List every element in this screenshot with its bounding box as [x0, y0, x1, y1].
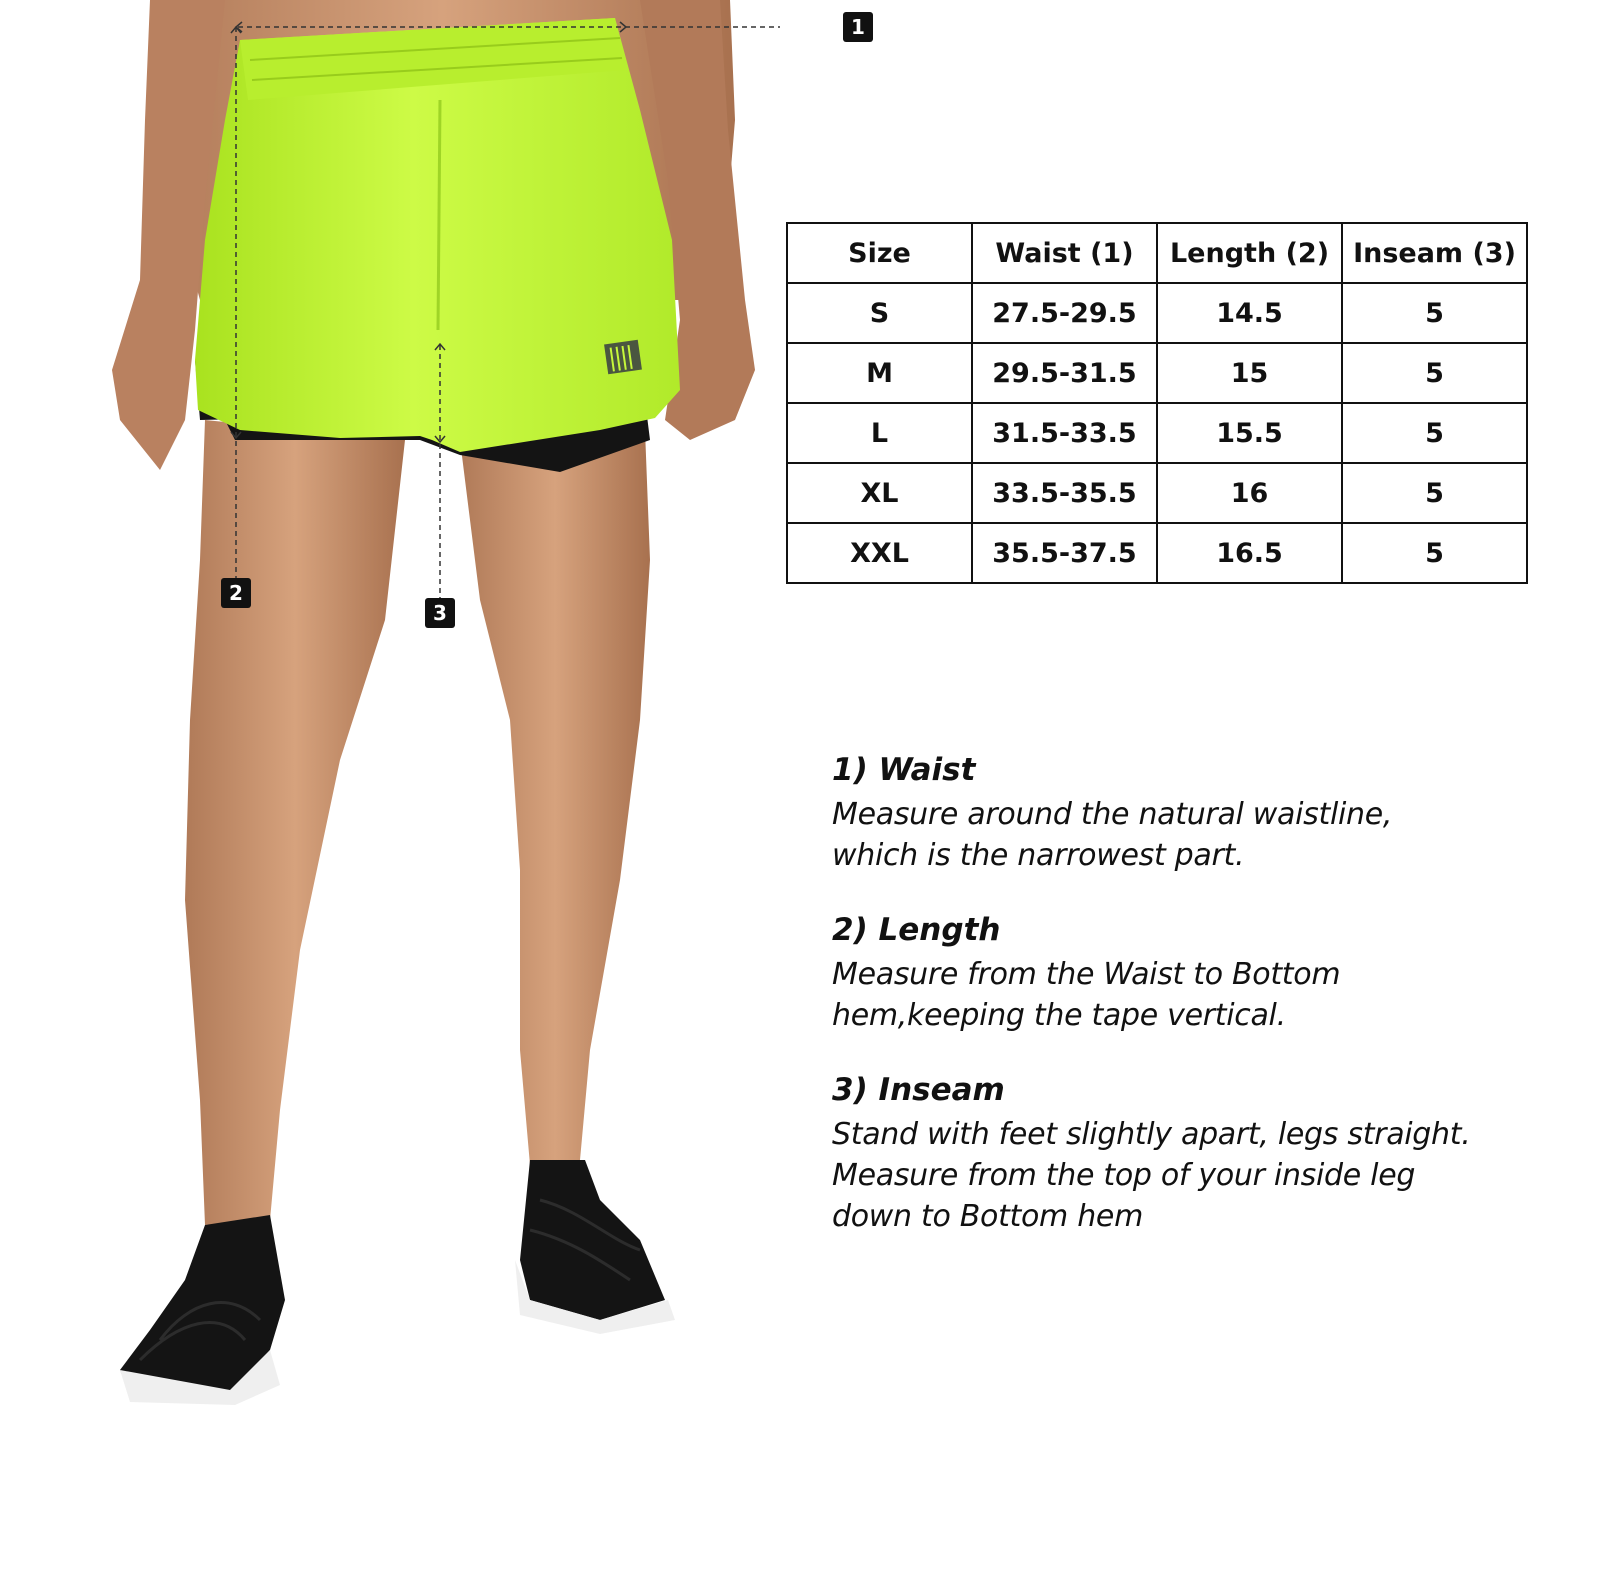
table-row — [787, 283, 1527, 343]
guide-line: Measure from the top of your inside leg — [832, 1158, 1416, 1193]
right-leg — [460, 430, 650, 1165]
cell-size: XXL — [787, 523, 972, 583]
cell-length: 15.5 — [1157, 403, 1342, 463]
table-row — [787, 343, 1527, 403]
cell-size: M — [787, 343, 972, 403]
cell-inseam: 5 — [1342, 283, 1527, 343]
guide-title: 2) Length — [832, 912, 1001, 948]
cell-inseam: 5 — [1342, 523, 1527, 583]
table-row — [787, 463, 1527, 523]
cell-waist: 35.5-37.5 — [972, 523, 1157, 583]
cell-length: 16.5 — [1157, 523, 1342, 583]
cell-size: L — [787, 403, 972, 463]
left-leg — [185, 420, 405, 1225]
cell-waist: 29.5-31.5 — [972, 343, 1157, 403]
guide-line: which is the narrowest part. — [832, 838, 1245, 873]
size-chart-table — [786, 222, 1528, 584]
table-header-row — [787, 223, 1527, 283]
column-header-length: Length (2) — [1157, 223, 1342, 283]
cell-inseam: 5 — [1342, 343, 1527, 403]
guide-line: down to Bottom hem — [832, 1199, 1144, 1234]
cell-waist: 33.5-35.5 — [972, 463, 1157, 523]
column-header-size: Size — [787, 223, 972, 283]
cell-size: XL — [787, 463, 972, 523]
cell-inseam: 5 — [1342, 463, 1527, 523]
marker-length: 2 — [221, 578, 251, 608]
cell-length: 14.5 — [1157, 283, 1342, 343]
cell-size: S — [787, 283, 972, 343]
guide-length — [832, 912, 1572, 1036]
cell-inseam: 5 — [1342, 403, 1527, 463]
model-illustration — [0, 0, 780, 1584]
cell-waist: 27.5-29.5 — [972, 283, 1157, 343]
measurement-guide — [832, 752, 1572, 1273]
guide-line: Stand with feet slightly apart, legs straight. — [832, 1117, 1471, 1152]
table-row — [787, 523, 1527, 583]
marker-inseam: 3 — [425, 598, 455, 628]
cell-waist: 31.5-33.5 — [972, 403, 1157, 463]
guide-title: 1) Waist — [832, 752, 976, 788]
table-row — [787, 403, 1527, 463]
guide-title: 3) Inseam — [832, 1072, 1005, 1108]
column-header-inseam: Inseam (3) — [1342, 223, 1527, 283]
guide-line: Measure from the Waist to Bottom — [832, 957, 1341, 992]
guide-inseam — [832, 1072, 1572, 1237]
cell-length: 16 — [1157, 463, 1342, 523]
column-header-waist: Waist (1) — [972, 223, 1157, 283]
right-shoe — [520, 1160, 665, 1320]
guide-line: hem,keeping the tape vertical. — [832, 998, 1286, 1033]
cell-length: 15 — [1157, 343, 1342, 403]
guide-line: Measure around the natural waistline, — [832, 797, 1393, 832]
marker-waist: 1 — [843, 12, 873, 42]
guide-waist — [832, 752, 1572, 876]
